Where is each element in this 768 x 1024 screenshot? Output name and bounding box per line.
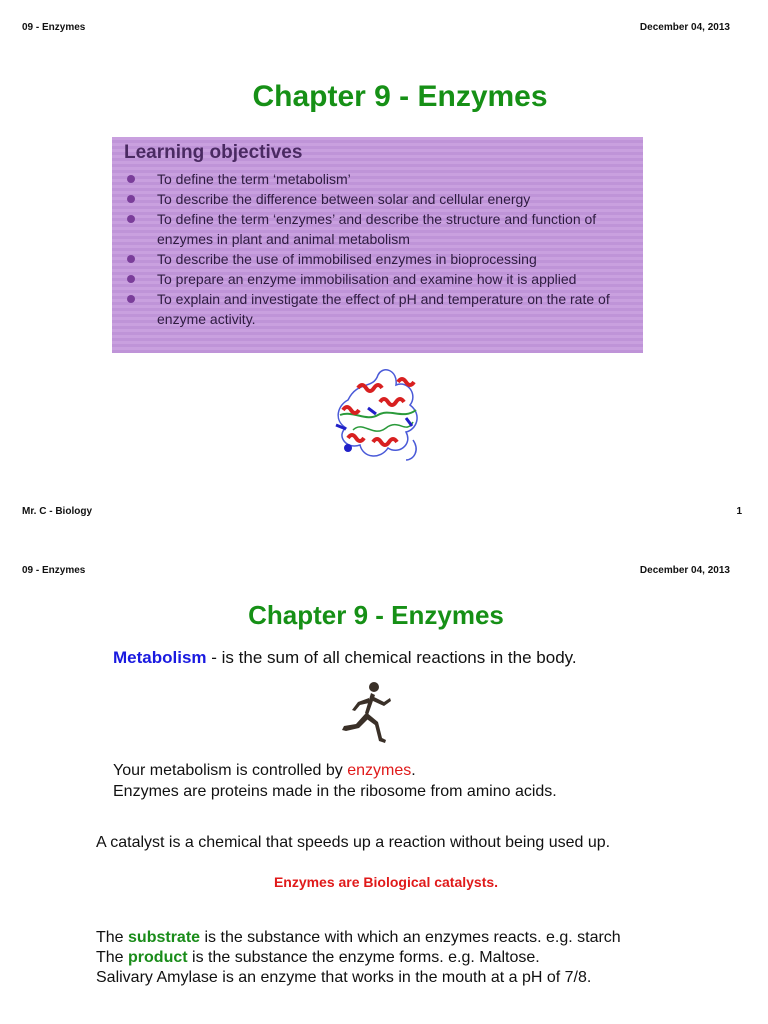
list-item: To explain and investigate the effect of pH and temperature on the rate of enzyme activity.: [112, 289, 643, 329]
slide-2: [0, 512, 768, 1024]
objectives-heading: Learning objectives: [124, 142, 303, 163]
metabolism-term: Metabolism: [113, 648, 207, 667]
running-man-icon: [338, 680, 398, 750]
bullet-icon: [127, 215, 135, 223]
header-left: 09 - Enzymes: [22, 565, 86, 576]
bullet-icon: [127, 295, 135, 303]
catalyst-line: A catalyst is a chemical that speeds up a reaction without being used up.: [96, 834, 611, 851]
bullet-icon: [127, 175, 135, 183]
bullet-icon: [127, 275, 135, 283]
header-left: 09 - Enzymes: [22, 22, 86, 33]
amylase-line: Salivary Amylase is an enzyme that works in the mouth at a pH of 7/8.: [96, 969, 592, 986]
metabolism-definition: Metabolism - is the sum of all chemical reactions in the body.: [113, 648, 577, 667]
slide-title: Chapter 9 - Enzymes: [248, 600, 504, 630]
proteins-line: Enzymes are proteins made in the ribosome from amino acids.: [113, 783, 557, 800]
protein-structure-icon: [318, 360, 438, 475]
enzymes-term: enzymes: [347, 762, 412, 779]
list-item: To define the term ‘metabolism’: [112, 169, 643, 189]
page-number: 1: [736, 506, 742, 517]
bullet-icon: [127, 195, 135, 203]
list-item: To describe the difference between solar and cellular energy: [112, 189, 643, 209]
slide-title: Chapter 9 - Enzymes: [252, 80, 548, 113]
list-item: To define the term ‘enzymes’ and describe the structure and function of enzymes in plant and animal metabolism: [112, 209, 643, 249]
substrate-term: substrate: [128, 929, 201, 946]
header-right: December 04, 2013: [639, 565, 730, 576]
header-right: December 04, 2013: [639, 22, 730, 33]
list-item: To describe the use of immobilised enzymes in bioprocessing: [112, 249, 643, 269]
bullet-icon: [127, 255, 135, 263]
footer-left: Mr. C - Biology: [22, 506, 92, 517]
controlled-line: Your metabolism is controlled by enzymes.: [113, 762, 416, 779]
learning-objectives-box: [112, 137, 643, 353]
biological-catalysts-line: Enzymes are Biological catalysts.: [273, 874, 499, 890]
substrate-line: The substrate is the substance with which an enzymes reacts. e.g. starch: [96, 929, 621, 946]
product-term: product: [128, 949, 188, 966]
objectives-list: [112, 169, 643, 329]
list-item: To prepare an enzyme immobilisation and examine how it is applied: [112, 269, 643, 289]
product-line: The product is the substance the enzyme forms. e.g. Maltose.: [96, 949, 540, 966]
